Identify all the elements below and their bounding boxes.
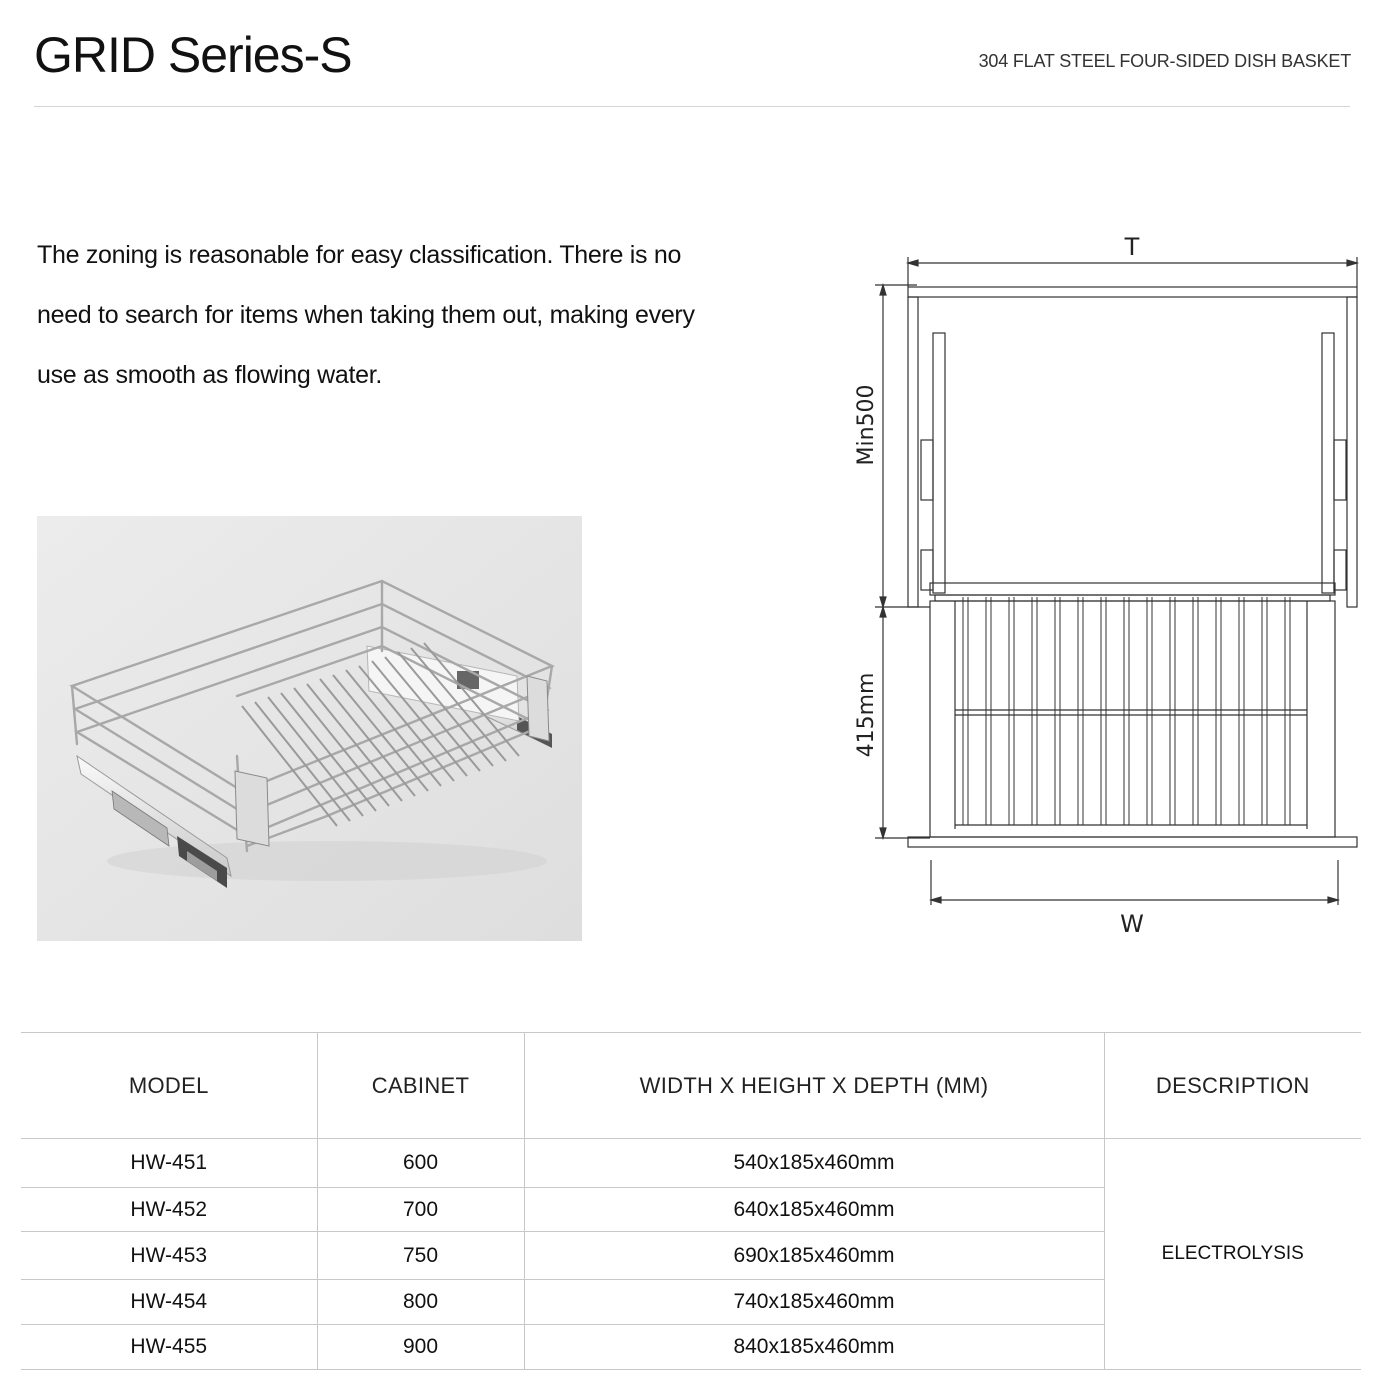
model-cell: HW-453 bbox=[21, 1232, 317, 1280]
spec-table bbox=[21, 1032, 1361, 1370]
table-row bbox=[21, 1139, 1361, 1188]
size-cell: 690x185x460mm bbox=[524, 1232, 1104, 1280]
cabinet-cell: 700 bbox=[317, 1188, 524, 1232]
cabinet-cell: 900 bbox=[317, 1325, 524, 1370]
upper-height-label: Min500 bbox=[854, 384, 879, 466]
dimension-diagram bbox=[845, 225, 1365, 945]
cabinet-cell: 800 bbox=[317, 1280, 524, 1325]
page-title: GRID Series-S bbox=[34, 27, 352, 83]
bottom-width-label: W bbox=[1120, 910, 1144, 938]
page-subtitle: 304 FLAT STEEL FOUR-SIDED DISH BASKET bbox=[978, 51, 1351, 71]
size-cell: 540x185x460mm bbox=[524, 1139, 1104, 1188]
table-header-row bbox=[21, 1033, 1361, 1139]
model-cell: HW-455 bbox=[21, 1325, 317, 1370]
header-description: DESCRIPTION bbox=[1104, 1033, 1361, 1139]
header-dimensions: WIDTH X HEIGHT X DEPTH (MM) bbox=[524, 1033, 1104, 1139]
lower-height-label: 415mm bbox=[854, 672, 879, 758]
header-cabinet: CABINET bbox=[317, 1033, 524, 1139]
header-model: MODEL bbox=[21, 1033, 317, 1139]
cabinet-cell: 750 bbox=[317, 1232, 524, 1280]
cabinet-cell: 600 bbox=[317, 1139, 524, 1188]
size-cell: 840x185x460mm bbox=[524, 1325, 1104, 1370]
model-cell: HW-454 bbox=[21, 1280, 317, 1325]
product-photo bbox=[37, 516, 582, 941]
product-description: The zoning is reasonable for easy classification. There is no need to search for items when taking them out, making every use as smooth as flowing water. bbox=[37, 241, 695, 389]
top-width-label: T bbox=[1124, 233, 1140, 261]
description-cell: ELECTROLYSIS bbox=[1104, 1139, 1361, 1370]
model-cell: HW-452 bbox=[21, 1188, 317, 1232]
size-cell: 640x185x460mm bbox=[524, 1188, 1104, 1232]
header-divider bbox=[34, 106, 1350, 107]
model-cell: HW-451 bbox=[21, 1139, 317, 1188]
size-cell: 740x185x460mm bbox=[524, 1280, 1104, 1325]
